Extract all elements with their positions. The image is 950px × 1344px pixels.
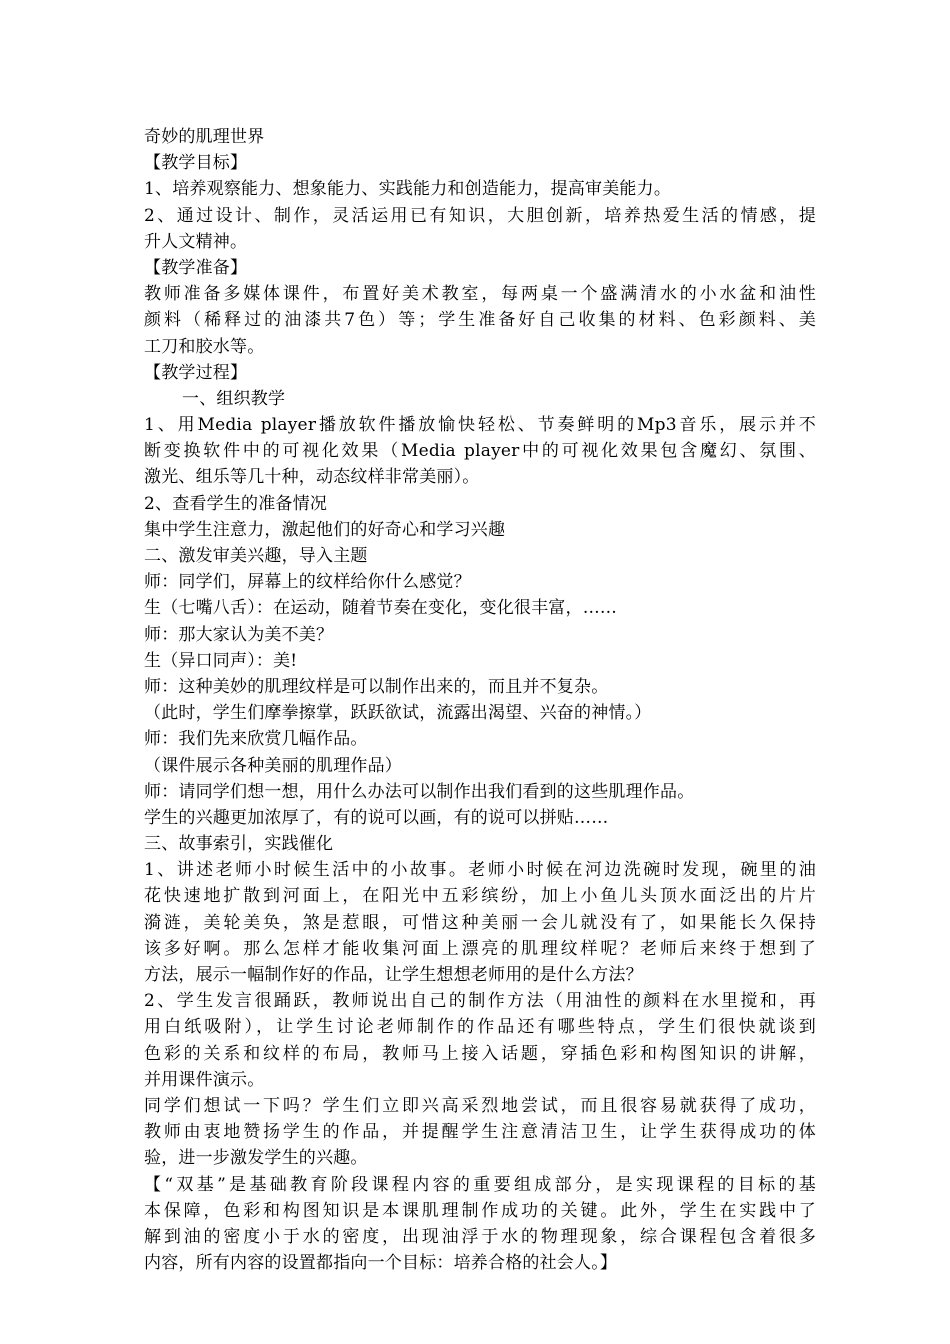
- text-line: 师：我们先来欣赏几幅作品。: [144, 729, 368, 750]
- text-line: 花快速地扩散到河面上，在阳光中五彩缤纷，加上小鱼儿头顶水面泛出的片片: [144, 886, 816, 907]
- text-line: 二、激发审美兴趣，导入主题: [144, 546, 368, 566]
- text-line: 色彩的关系和纹样的布局，教师马上接入话题，穿插色彩和构图知识的讲解，: [144, 1043, 816, 1064]
- text-line: 师：请同学们想一想，用什么办法可以制作出我们看到的这些肌理作品。: [144, 781, 695, 802]
- text-line: 本保障，色彩和构图知识是本课肌理制作成功的关键。此外，学生在实践中了: [144, 1200, 816, 1221]
- text-line: （此时，学生们摩拳擦掌，跃跃欲试，流露出渴望、兴奋的神情。）: [144, 703, 652, 724]
- text-line: 生（异口同声）：美!: [144, 650, 298, 671]
- text-line: 【教学过程】: [144, 362, 248, 383]
- text-line: 2、查看学生的准备情况: [144, 493, 328, 514]
- text-line: 升人文精神。: [144, 231, 248, 252]
- text-line: 该多好啊。那么怎样才能收集河面上漂亮的肌理纹样呢？老师后来终于想到了: [144, 938, 816, 959]
- text-line: 师：那大家认为美不美？: [144, 624, 334, 645]
- text-line: 漪涟，美轮美奂，煞是惹眼，可惜这种美丽一会儿就没有了，如果能长久保持: [144, 912, 816, 933]
- text-line: 生（七嘴八舌）：在运动，随着节奏在变化，变化很丰富，……: [144, 598, 618, 619]
- text-line: 2、通过设计、制作，灵活运用已有知识，大胆创新，培养热爱生活的情感，提: [144, 205, 816, 226]
- text-line: 同学们想试一下吗？学生们立即兴高采烈地尝试，而且很容易就获得了成功，: [144, 1095, 816, 1116]
- text-line: 三、故事索引，实践催化: [144, 834, 334, 855]
- text-line: 学生的兴趣更加浓厚了，有的说可以画，有的说可以拼贴……: [144, 807, 609, 828]
- text-line: 激光、组乐等几十种，动态纹样非常美丽）。: [144, 467, 480, 488]
- text-line: 【“双基”是基础教育阶段课程内容的重要组成部分，是实现课程的目标的基: [144, 1174, 816, 1195]
- text-line: 工刀和胶水等。: [144, 336, 265, 357]
- text-line: 方法，展示一幅制作好的作品，让学生想想老师用的是什么方法？: [144, 965, 643, 985]
- text-line: 【教学准备】: [144, 257, 248, 278]
- document-page: [144, 124, 816, 1276]
- text-line: 并用课件演示。: [144, 1069, 265, 1090]
- text-line: 教师准备多媒体课件，布置好美术教室，每两桌一个盛满清水的小水盆和油性: [144, 284, 816, 305]
- text-line: 教师由衷地赞扬学生的作品，并提醒学生注意清洁卫生，让学生获得成功的体: [144, 1122, 816, 1143]
- text-line: 内容，所有内容的设置都指向一个目标：培养合格的社会人。】: [144, 1253, 618, 1274]
- text-line: 断变换软件中的可视化效果（Media player中的可视化效果包含魔幻、氛围、: [144, 441, 816, 462]
- text-line: 1、讲述老师小时候生活中的小故事。老师小时候在河边洗碗时发现，碗里的油: [144, 860, 816, 881]
- text-line: （课件展示各种美丽的肌理作品）: [144, 755, 402, 776]
- text-line: 用白纸吸附），让学生讨论老师制作的作品还有哪些特点，学生们很快就谈到: [144, 1017, 816, 1038]
- text-line: 1、培养观察能力、想象能力、实践能力和创造能力，提高审美能力。: [144, 179, 672, 200]
- text-line: 师：这种美妙的肌理纹样是可以制作出来的，而且并不复杂。: [144, 676, 609, 697]
- text-line: 验，进一步激发学生的兴趣。: [144, 1148, 368, 1169]
- text-line: 1、用Media player播放软件播放愉快轻松、节奏鲜明的Mp3音乐，展示并不: [144, 415, 816, 436]
- text-line: 【教学目标】: [144, 153, 248, 174]
- text-line: 2、学生发言很踊跃，教师说出自己的制作方法（用油性的颜料在水里搅和，再: [144, 991, 816, 1012]
- document-title: 奇妙的肌理世界: [144, 127, 265, 147]
- text-line: 颜料（稀释过的油漆共7色）等；学生准备好自己收集的材料、色彩颜料、美: [144, 310, 816, 331]
- document-body: [144, 150, 816, 1276]
- text-line: 师：同学们，屏幕上的纹样给你什么感觉？: [144, 572, 471, 593]
- text-line: 解到油的密度小于水的密度，出现油浮于水的物理现象，综合课程包含着很多: [144, 1226, 816, 1247]
- text-line: 集中学生注意力，激起他们的好奇心和学习兴趣: [144, 519, 506, 540]
- text-line: 一、组织教学: [182, 388, 286, 409]
